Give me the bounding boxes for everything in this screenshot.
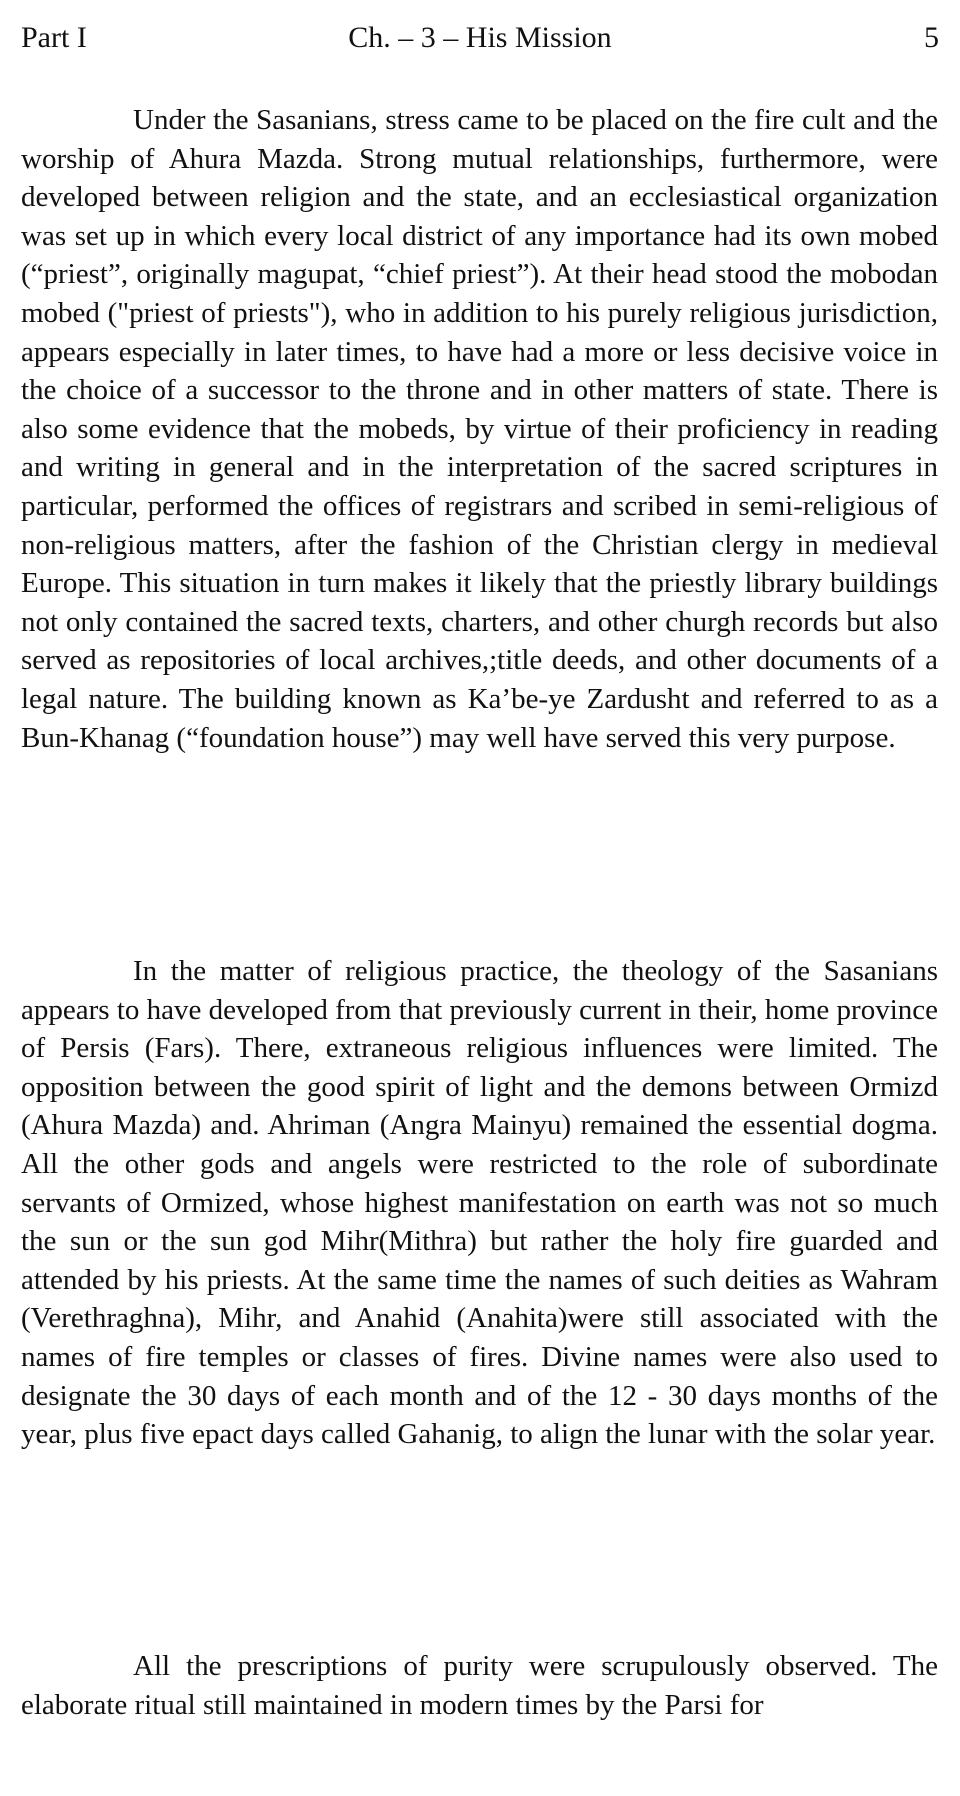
- page-header: [21, 18, 939, 58]
- part-label: Part I: [21, 21, 87, 54]
- paragraph-purity-prescriptions: All the prescriptions of purity were scrupulously observed. The elaborate ritual still maintained in modern times by the Parsi for: [21, 1650, 938, 1721]
- page-number: 5: [924, 21, 939, 54]
- paragraph-religious-practice: In the matter of religious practice, the theology of the Sasanians appears to have developed from that previously current in their, home province of Persis (Fars). There, extraneous religious influences were limited. The opposition between the good spirit of light and the demons between Ormizd (Ahura Mazda) and. Ahriman (Angra Mainyu) remained the essential dogma. All the other gods and angels were restricted to the role of subordinate servants of Ormized, whose highest manifestation on earth was not so much the sun or the sun god Mihr(Mithra) but rather the holy fire guarded and attended by his priests. At the same time the names of such deities as Wahram (Verethraghna), Mihr, and Anahid (Anahita)were still associated with the names of fire temples or classes of fires. Divine names were also used to designate the 30 days of each month and of the 12 - 30 days months of the year, plus five epact days called Gahanig, to align the lunar with the solar year.: [21, 955, 938, 1451]
- chapter-title: Ch. – 3 – His Mission: [348, 21, 612, 54]
- paragraph-sasanian-priesthood: Under the Sasanians, stress came to be placed on the fire cult and the worship of Ahura Mazda. Strong mutual relationships, furthermore, were developed between religion and the state, and an ecclesiastical organization was set up in which every local district of any importance had its own mobed (“priest”, originally magupat, “chief priest”). At their head stood the mobodan mobed ("priest of priests"), who in addition to his purely religious jurisdiction, appears especially in later times, to have had a more or less decisive voice in the choice of a successor to the throne and in other matters of state. There is also some evidence that the mobeds, by virtue of their proficiency in reading and writing in general and in the interpretation of the sacred scriptures in particular, performed the offices of registrars and scribed in semi-religious of non-religious matters, after the fashion of the Christian clergy in medieval Europe. This situation in turn makes it likely that the priestly library buildings not only contained the sacred texts, charters, and other churgh records but also served as repositories of local archives,;title deeds, and other documents of a legal nature. The building known as Ka’be-ye Zardusht and referred to as a Bun-Khanag (“foundation house”) may well have served this very purpose.: [21, 104, 938, 754]
